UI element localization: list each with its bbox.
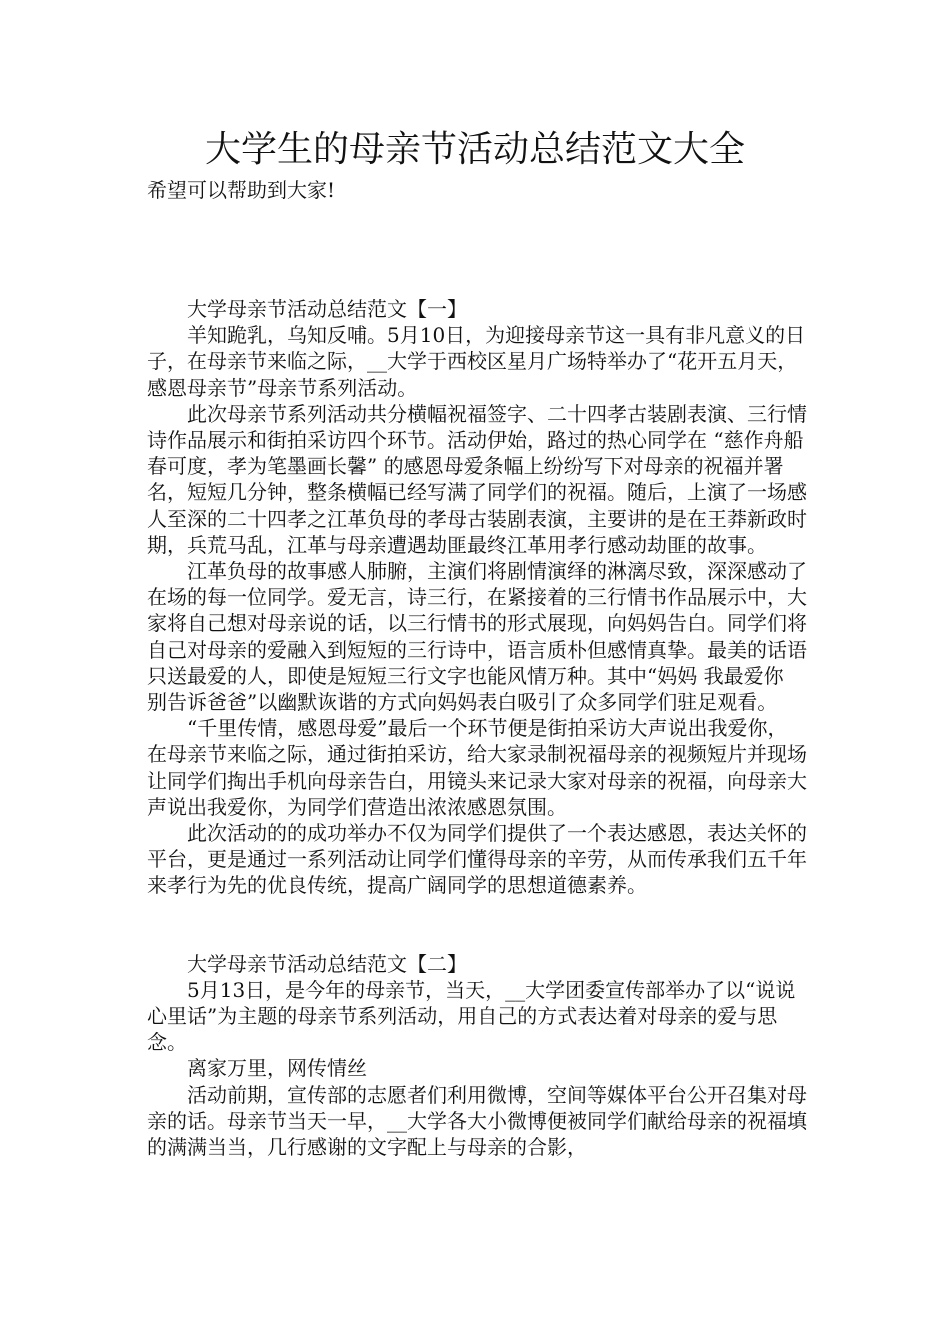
section-1-paragraph-1: 羊知跪乳，乌知反哺。5月10日，为迎接母亲节这一具有非凡意义的日子，在母亲节来临之际，__大学于西校区星月广场特举办了“花开五月天，感恩母亲节”母亲节系列活动。 [147,323,806,400]
section-1-heading: 大学母亲节活动总结范文【一】 [187,297,467,321]
document-title: 大学生的母亲节活动总结范文大全 [204,129,745,170]
document-body [147,296,807,1160]
section-2-subheading: 离家万里，网传情丝 [187,1056,367,1081]
section-2-heading: 大学母亲节活动总结范文【二】 [187,951,467,976]
section-2-paragraph-1: 5月13日，是今年的母亲节，当天，__大学团委宣传部举办了以“说说心里话”为主题的母亲节系列活动，用自己的方式表达着对母亲的爱与思念。 [147,977,796,1055]
section-1-paragraph-3: 江革负母的故事感人肺腑，主演们将剧情演绎的淋漓尽致，深深感动了在场的每一位同学。爱无言，诗三行，在紧接着的三行情书作品展示中，大家将自己想对母亲说的话，以三行情书的形式展现，向妈妈告白。同学们将自己对母亲的爱融入到短短的三行诗中，语言质朴但感情真挚。最美的话语只送最爱的人，即使是短短三行文字也能风情万种。其中“妈妈 我最爱你 别告诉爸爸”以幽默诙谐的方式向妈妈表白吸引了众多同学们驻足观看。 [147,559,807,715]
section-1-paragraph-2: 此次母亲节系列活动共分横幅祝福签字、二十四孝古装剧表演、三行情诗作品展示和街拍采访四个环节。活动伊始，路过的热心同学在 “慈作舟船春可度，孝为笔墨画长馨” 的感恩母爱条幅上纷纷写下对母亲的祝福并署名，短短几分钟，整条横幅已经写满了同学们的祝福。随后，上演了一场感人至深的二十四孝之江革负母的孝母古装剧表演，主要讲的是在王莽新政时期，兵荒马乱，江革与母亲遭遇劫匪最终江革用孝行感动劫匪的故事。 [147,401,807,557]
section-1-paragraph-5: 此次活动的的成功举办不仅为同学们提供了一个表达感恩，表达关怀的平台，更是通过一系列活动让同学们懂得母亲的辛劳，从而传承我们五千年来孝行为先的优良传统，提高广阔同学的思想道德素养。 [147,821,807,898]
section-2-paragraph-2: 活动前期，宣传部的志愿者们利用微博，空间等媒体平台公开召集对母亲的话。母亲节当天一早，__大学各大小微博便被同学们献给母亲的祝福填的满满当当，几行感谢的文字配上与母亲的合影， [147,1082,807,1160]
section-gap [147,899,807,951]
section-1-paragraph-4: “千里传情，感恩母爱”最后一个环节便是街拍采访大声说出我爱你，在母亲节来临之际，通过街拍采访，给大家录制祝福母亲的视频短片并现场让同学们掏出手机向母亲告白，用镜头来记录大家对母亲的祝福，向母亲大声说出我爱你，为同学们营造出浓浓感恩氛围。 [147,716,807,819]
document-subtitle: 希望可以帮助到大家! [147,178,336,202]
